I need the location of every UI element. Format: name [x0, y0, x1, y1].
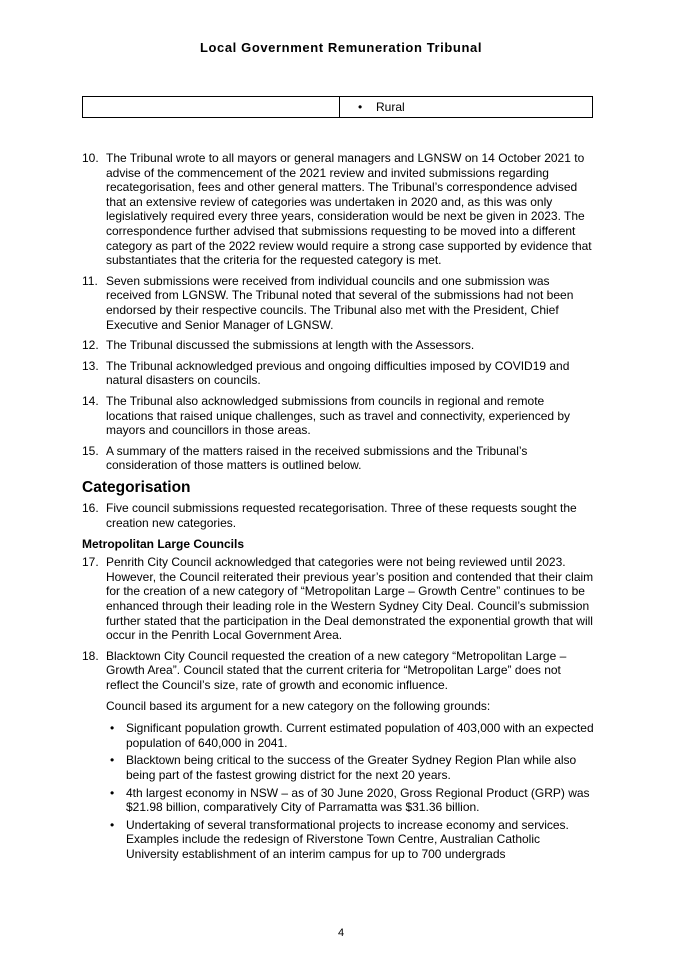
paragraph-13	[82, 359, 594, 388]
list-item	[106, 818, 594, 862]
paragraph-number: 17.	[82, 555, 99, 570]
carryover-table	[82, 96, 593, 118]
list-item-text: Blacktown being critical to the success of the Greater Sydney Region Plan while also being part of the fastest growing district for the next 20 years.	[126, 753, 577, 782]
paragraph-15	[82, 444, 594, 473]
paragraph-text: A summary of the matters raised in the received submissions and the Tribunal’s consideration of those matters is outlined below.	[106, 443, 528, 473]
document-header: Local Government Remuneration Tribunal	[199, 40, 483, 55]
bullet-icon: •	[110, 753, 115, 768]
table-cell-rural	[340, 97, 592, 117]
paragraph-16	[82, 501, 594, 530]
table-cell-text: Rural	[376, 100, 405, 114]
paragraph-17	[82, 555, 594, 643]
section-heading-categorisation: Categorisation	[82, 478, 191, 496]
paragraph-text: The Tribunal acknowledged previous and ongoing difficulties imposed by COVID19 and natural disasters on councils.	[106, 358, 570, 388]
paragraph-text: Penrith City Council acknowledged that categories were not being reviewed until 2023. However, the Council reiterated their previous year’s position and contended that their claim for the creation of a new category of “Metropolitan Large – Growth Centre” continues to be enhanced through their leading role in the Western Sydney City Deal. Council’s submission further stated that the participation in the Deal demonstrated the exponential growth that will occur in the Penrith Local Government Area.	[106, 555, 594, 643]
paragraph-number: 14.	[82, 393, 99, 408]
table-cell-empty	[83, 97, 340, 117]
paragraph-number: 18.	[82, 648, 99, 663]
bullet-icon: •	[110, 785, 115, 800]
bullet-icon: •	[110, 817, 115, 832]
list-item-text: Undertaking of several transformational projects to increase economy and services. Examples include the redesign of Riverstone Town Centre, Australian Catholic University establishment of an interim campus for up to 700 undergrads	[126, 817, 569, 861]
paragraph-14	[82, 394, 594, 438]
paragraph-number: 13.	[82, 358, 99, 373]
paragraph-text: The Tribunal wrote to all mayors or general managers and LGNSW on 14 October 2021 to advise of the commencement of the 2021 review and invited submissions regarding recategorisation, fees and other general matters. The Tribunal’s correspondence advised that an extensive review of categories was undertaken in 2020 and, as this was only legislatively required every three years, consideration would be next be given in 2023. The correspondence further advised that submissions requesting to be moved into a different category as part of the 2022 review would require a strong case supported by evidence that substantiates that the criteria for the requested category is met.	[106, 151, 592, 268]
paragraph-number: 12.	[82, 338, 99, 353]
paragraph-number: 11.	[82, 273, 98, 288]
list-item	[106, 786, 594, 815]
paragraph-number: 10.	[82, 151, 99, 165]
bullet-icon: •	[110, 721, 115, 736]
paragraph-text: The Tribunal discussed the submissions at length with the Assessors.	[106, 338, 475, 353]
grounds-intro: Council based its argument for a new category on the following grounds:	[106, 698, 491, 713]
paragraph-number: 16.	[82, 501, 99, 516]
paragraph-12	[82, 338, 594, 353]
list-item-text: 4th largest economy in NSW – as of 30 June 2020, Gross Regional Product (GRP) was $21.98 billion, comparatively City of Parramatta was $31.36 billion.	[126, 785, 590, 815]
paragraph-text: Seven submissions were received from individual councils and one submission was received from LGNSW. The Tribunal noted that several of the submissions had not been endorsed by their respective councils. The Tribunal also met with the President, Chief Executive and Senior Manager of LGNSW.	[106, 273, 574, 332]
grounds-bullet-list	[106, 721, 594, 861]
paragraph-10	[82, 151, 594, 268]
paragraph-11	[82, 274, 594, 332]
paragraph-text: The Tribunal also acknowledged submissions from councils in regional and remote locations that raised unique challenges, such as travel and connectivity, experienced by mayors and councillors in those areas.	[106, 393, 571, 438]
paragraph-number: 15.	[82, 443, 99, 458]
paragraph-text: Blacktown City Council requested the creation of a new category “Metropolitan Large – Growth Area”. Council stated that the current criteria for “Metropolitan Large” does not reflect the Council’s size, rate of growth and economic influence.	[106, 648, 567, 692]
bullet-icon: •	[358, 100, 363, 114]
paragraph-text: Five council submissions requested recategorisation. Three of these requests sought the creation new categories.	[106, 501, 577, 531]
list-item	[106, 753, 594, 782]
list-item	[106, 721, 594, 750]
page-number: 4	[337, 927, 345, 939]
subheading-metropolitan-large: Metropolitan Large Councils	[82, 536, 245, 551]
list-item-text: Significant population growth. Current estimated population of 403,000 with an expected population of 640,000 in 2041.	[126, 721, 594, 750]
document-body	[82, 151, 594, 865]
paragraph-18	[82, 649, 594, 693]
